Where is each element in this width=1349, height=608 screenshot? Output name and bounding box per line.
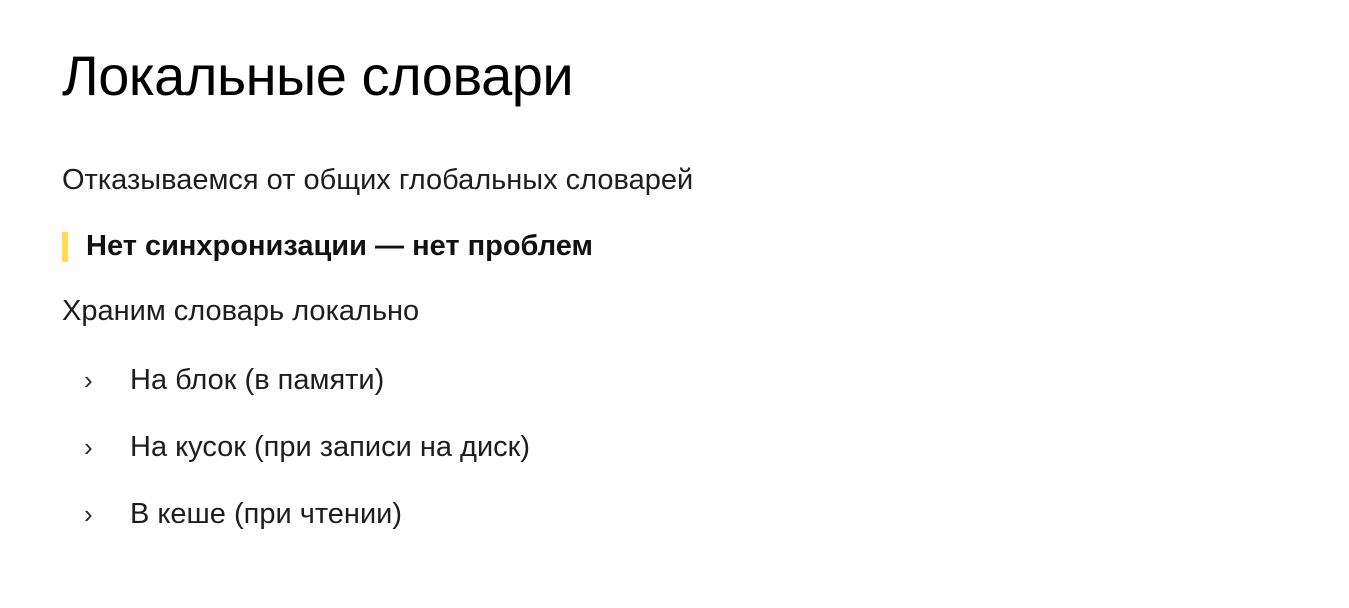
list-item-highlighted [62,228,1289,264]
sub-item-label: На блок (в памяти) [130,364,385,397]
page-title: Локальные словари [62,44,574,107]
list-item [62,162,1289,198]
sub-item-label: В кеше (при чтении) [130,497,403,530]
bullet-text: Храним словарь локально [62,294,420,327]
chevron-right-icon: › [84,431,93,462]
list-item [62,497,1289,532]
list-item [62,363,1289,398]
accent-bar-icon [62,232,68,262]
bullet-text: Нет синхронизации — нет проблем [86,229,593,262]
bullet-list [62,162,1289,329]
sub-item-label: На кусок (при записи на диск) [130,430,531,463]
bullet-text: Отказываемся от общих глобальных словарей [62,164,694,197]
chevron-right-icon: › [84,365,93,396]
chevron-right-icon: › [84,498,93,529]
list-item [62,293,1289,329]
sub-list [62,363,1289,531]
list-item [62,430,1289,465]
